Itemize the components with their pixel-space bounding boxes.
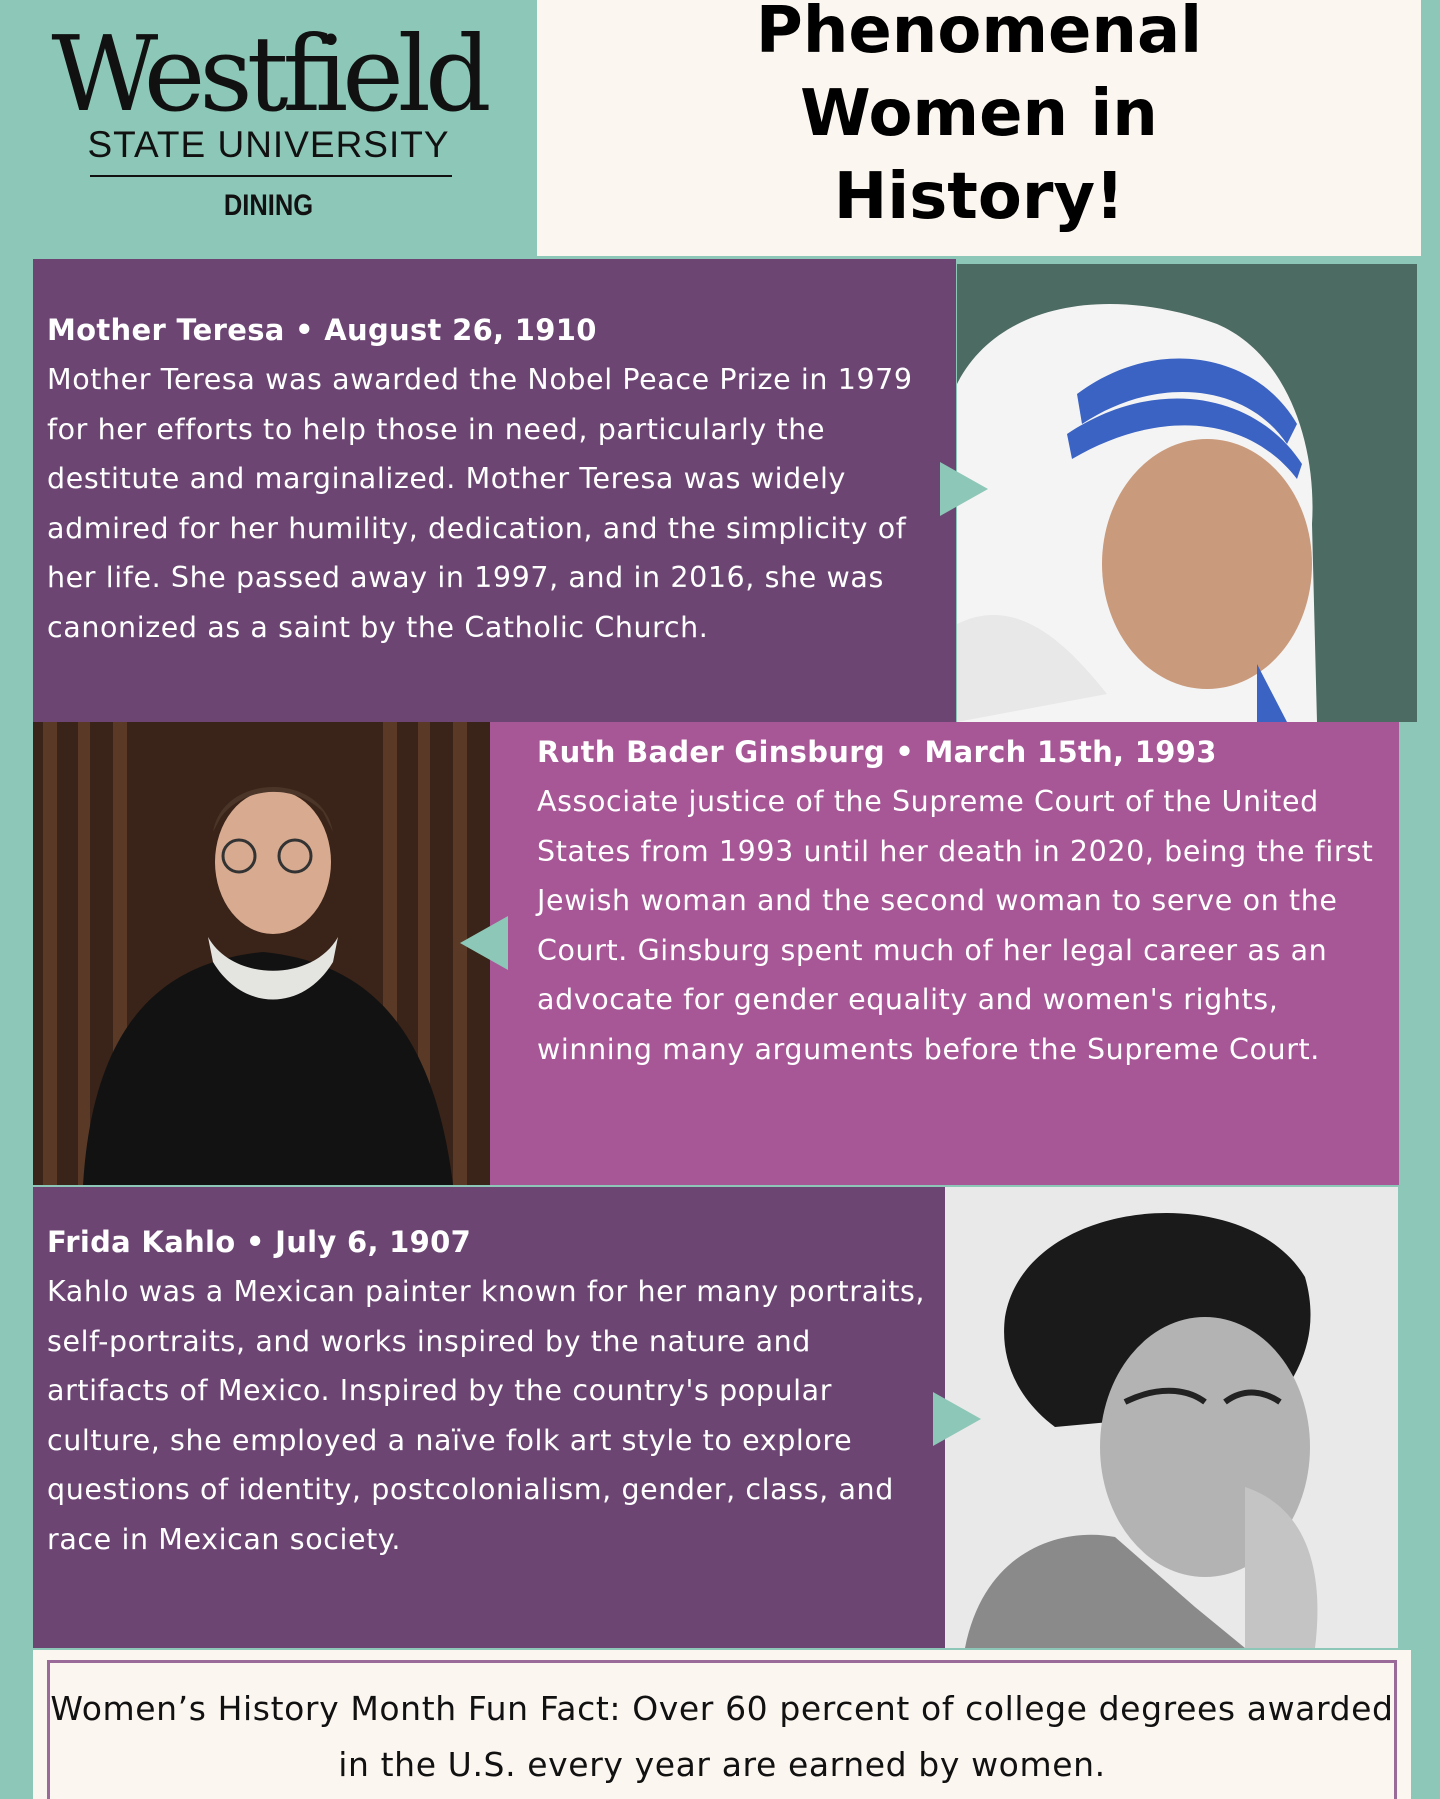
mother-teresa-heading: Mother Teresa • August 26, 1910 xyxy=(47,313,597,347)
pointer-arrow-icon xyxy=(933,1392,981,1446)
title-box xyxy=(537,0,1421,256)
logo-subtitle: STATE UNIVERSITY xyxy=(87,124,450,165)
fun-fact-box xyxy=(33,1650,1411,1799)
mother-teresa-body: Mother Teresa was awarded the Nobel Peace Prize in 1979 for her efforts to help those in need, particularly the destitute and marginalized. Mother Teresa was widely admired for her humility, dedication, and the simplicity of her life. She passed away in 1997, and in 2016, she was canonized as a saint by the Catholic Church. xyxy=(47,363,913,644)
ruth-bader-ginsburg-photo xyxy=(33,722,490,1185)
frida-kahlo-panel xyxy=(33,1187,945,1648)
ruth-bader-ginsburg-heading: Ruth Bader Ginsburg • March 15th, 1993 xyxy=(537,735,1217,769)
page-title: Phenomenal Women in History! xyxy=(755,0,1203,234)
ruth-bader-ginsburg-panel xyxy=(490,722,1399,1185)
frida-kahlo-photo xyxy=(945,1187,1398,1648)
logo-divider xyxy=(90,175,452,177)
frida-kahlo-body: Kahlo was a Mexican painter known for her many portraits, self-portraits, and works inspired by the nature and artifacts of Mexico. Inspired by the country's popular culture, she employed a naïve folk art style to explore questions of identity, postcolonialism, gender, class, and race in Mexican society. xyxy=(47,1275,926,1556)
pointer-arrow-icon xyxy=(460,916,508,970)
mother-teresa-photo xyxy=(957,264,1417,722)
pointer-arrow-icon xyxy=(940,462,988,516)
westfield-logo xyxy=(0,0,537,256)
frida-kahlo-heading: Frida Kahlo • July 6, 1907 xyxy=(47,1225,472,1259)
fun-fact-frame xyxy=(47,1660,1397,1799)
logo-wordmark: Westfield xyxy=(51,13,486,135)
fun-fact-text: Women’s History Month Fun Fact: Over 60 percent of college degrees awarded in the U.S. every year are earned by women. xyxy=(50,1689,1394,1784)
mother-teresa-panel xyxy=(33,259,956,722)
logo-division: DINING xyxy=(223,189,314,222)
ruth-bader-ginsburg-body: Associate justice of the Supreme Court of the United States from 1993 until her death in 2020, being the first Jewish woman and the second woman to serve on the Court. Ginsburg spent much of her legal career as an advocate for gender equality and women's rights, winning many arguments before the Supreme Court. xyxy=(537,785,1374,1066)
